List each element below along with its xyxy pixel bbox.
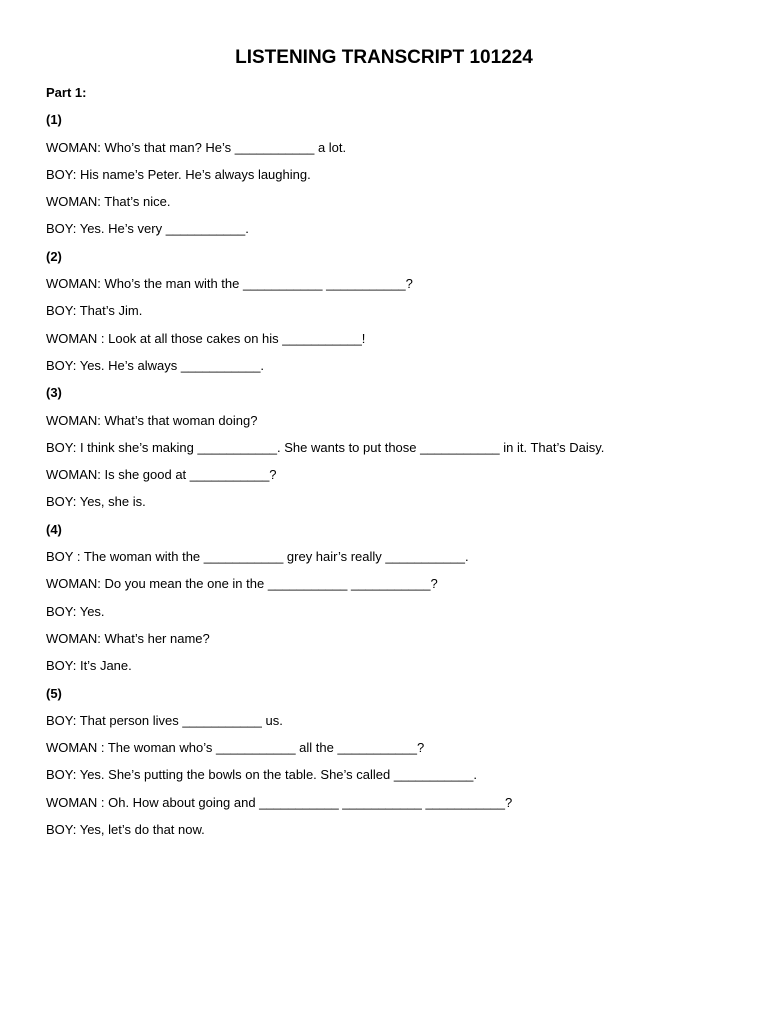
transcript-line: WOMAN : The woman who’s ___________ all the ___________? [46, 740, 425, 756]
transcript-line: (4) [46, 521, 62, 537]
transcript-line: BOY: Yes. He’s always ___________. [46, 357, 265, 373]
transcript-line: WOMAN: Do you mean the one in the ___________ ___________? [46, 576, 438, 592]
transcript-line: WOMAN : Look at all those cakes on his ___________! [46, 330, 366, 346]
transcript-line: BOY: I think she’s making ___________. She wants to put those ___________ in it. That’s Daisy. [46, 439, 605, 455]
transcript-line: BOY: Yes, let’s do that now. [46, 822, 205, 838]
transcript-line: WOMAN: What’s her name? [46, 630, 210, 646]
transcript-line: BOY: Yes, she is. [46, 494, 146, 510]
transcript-line: BOY : The woman with the ___________ grey hair’s really ___________. [46, 549, 469, 565]
transcript-line: WOMAN: What’s that woman doing? [46, 412, 258, 428]
transcript-line: WOMAN: Is she good at ___________? [46, 467, 277, 483]
transcript-line: BOY: Yes. [46, 603, 105, 619]
transcript-line: WOMAN: Who’s that man? He’s ___________ a lot. [46, 139, 347, 155]
transcript-body [46, 79, 736, 843]
transcript-line: (2) [46, 248, 62, 264]
transcript-line: WOMAN : Oh. How about going and ___________ ___________ ___________? [46, 794, 513, 810]
transcript-line: BOY: That’s Jim. [46, 303, 143, 319]
transcript-line: (3) [46, 385, 62, 401]
transcript-line: (5) [46, 685, 62, 701]
transcript-line: BOY: It’s Jane. [46, 658, 132, 674]
transcript-line: (1) [46, 112, 62, 128]
transcript-line: BOY: Yes. She’s putting the bowls on the table. She’s called ___________. [46, 767, 478, 783]
transcript-line: BOY: His name’s Peter. He’s always laughing. [46, 166, 311, 182]
transcript-line: WOMAN: Who’s the man with the ___________ ___________? [46, 276, 413, 292]
transcript-line: BOY: That person lives ___________ us. [46, 712, 283, 728]
transcript-line: WOMAN: That’s nice. [46, 194, 171, 210]
document-title: LISTENING TRANSCRIPT 101224 [235, 47, 533, 68]
transcript-line: BOY: Yes. He’s very ___________. [46, 221, 249, 237]
transcript-line: Part 1: [46, 85, 87, 100]
